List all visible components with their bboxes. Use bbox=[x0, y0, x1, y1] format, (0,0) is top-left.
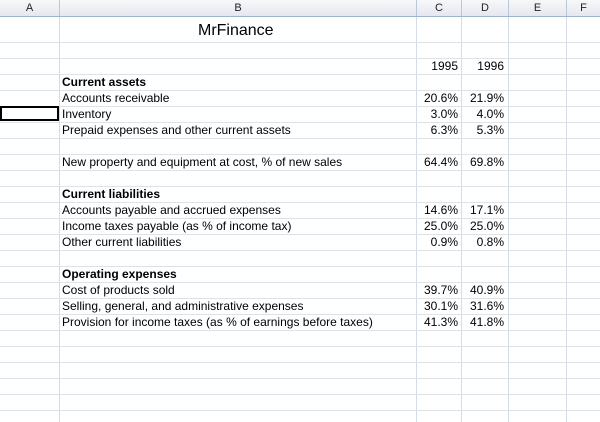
grid-line bbox=[0, 170, 600, 171]
value-1995[interactable]: 0.9% bbox=[430, 235, 458, 249]
value-1995[interactable]: 39.7% bbox=[423, 283, 458, 297]
grid-line bbox=[0, 58, 600, 59]
grid-line bbox=[0, 362, 600, 363]
column-header-d[interactable]: D bbox=[462, 0, 509, 16]
value-1996[interactable]: 21.9% bbox=[469, 91, 504, 105]
section-heading-current-assets[interactable]: Current assets bbox=[62, 75, 147, 89]
value-1996[interactable]: 31.6% bbox=[469, 299, 504, 313]
value-1996[interactable]: 41.8% bbox=[469, 315, 504, 329]
value-1996[interactable]: 40.9% bbox=[469, 283, 504, 297]
row-label-accounts-payable[interactable]: Accounts payable and accrued expenses bbox=[62, 203, 281, 217]
row-label-sga-expenses[interactable]: Selling, general, and administrative expenses bbox=[62, 299, 304, 313]
column-header-a[interactable]: A bbox=[0, 0, 60, 16]
value-1996[interactable]: 69.8% bbox=[469, 155, 504, 169]
grid-line bbox=[0, 394, 600, 395]
value-1996[interactable]: 25.0% bbox=[469, 219, 504, 233]
value-1995[interactable]: 25.0% bbox=[423, 219, 458, 233]
value-1996[interactable]: 0.8% bbox=[476, 235, 504, 249]
column-header-f[interactable]: F bbox=[580, 2, 587, 14]
value-1995[interactable]: 41.3% bbox=[423, 315, 458, 329]
value-1995[interactable]: 6.3% bbox=[430, 123, 458, 137]
year-header-1995[interactable]: 1995 bbox=[431, 59, 458, 73]
column-header-bar bbox=[0, 0, 600, 17]
column-header-c[interactable]: C bbox=[417, 0, 462, 16]
value-1995[interactable]: 30.1% bbox=[423, 299, 458, 313]
value-1995[interactable]: 14.6% bbox=[423, 203, 458, 217]
grid-line bbox=[0, 346, 600, 347]
column-header-b[interactable]: B bbox=[60, 0, 417, 16]
sheet-title[interactable]: MrFinance bbox=[198, 22, 274, 39]
column-header-e[interactable]: E bbox=[509, 0, 567, 16]
selected-cell[interactable] bbox=[0, 106, 59, 121]
cell-grid[interactable] bbox=[0, 17, 600, 422]
grid-line bbox=[0, 250, 600, 251]
grid-line bbox=[0, 42, 600, 43]
grid-line bbox=[0, 410, 600, 411]
section-heading-current-liabilities[interactable]: Current liabilities bbox=[62, 187, 161, 201]
section-heading-operating-expenses[interactable]: Operating expenses bbox=[62, 267, 177, 281]
row-label-accounts-receivable[interactable]: Accounts receivable bbox=[62, 91, 170, 105]
row-label-new-property[interactable]: New property and equipment at cost, % of new sales bbox=[62, 155, 343, 169]
grid-line bbox=[0, 330, 600, 331]
value-1996[interactable]: 17.1% bbox=[469, 203, 504, 217]
row-label-prepaid-expenses[interactable]: Prepaid expenses and other current assets bbox=[62, 123, 291, 137]
row-label-inventory[interactable]: Inventory bbox=[62, 107, 112, 121]
value-1995[interactable]: 64.4% bbox=[423, 155, 458, 169]
row-label-provision-income-taxes[interactable]: Provision for income taxes (as % of earnings before taxes) bbox=[62, 315, 373, 329]
value-1996[interactable]: 5.3% bbox=[476, 123, 504, 137]
row-label-income-taxes-payable[interactable]: Income taxes payable (as % of income tax) bbox=[62, 219, 292, 233]
year-header-1996[interactable]: 1996 bbox=[477, 59, 504, 73]
row-label-cost-of-products-sold[interactable]: Cost of products sold bbox=[62, 283, 175, 297]
value-1995[interactable]: 3.0% bbox=[430, 107, 458, 121]
grid-line bbox=[0, 378, 600, 379]
row-label-other-current-liabilities[interactable]: Other current liabilities bbox=[62, 235, 182, 249]
value-1995[interactable]: 20.6% bbox=[423, 91, 458, 105]
grid-line bbox=[0, 138, 600, 139]
value-1996[interactable]: 4.0% bbox=[476, 107, 504, 121]
